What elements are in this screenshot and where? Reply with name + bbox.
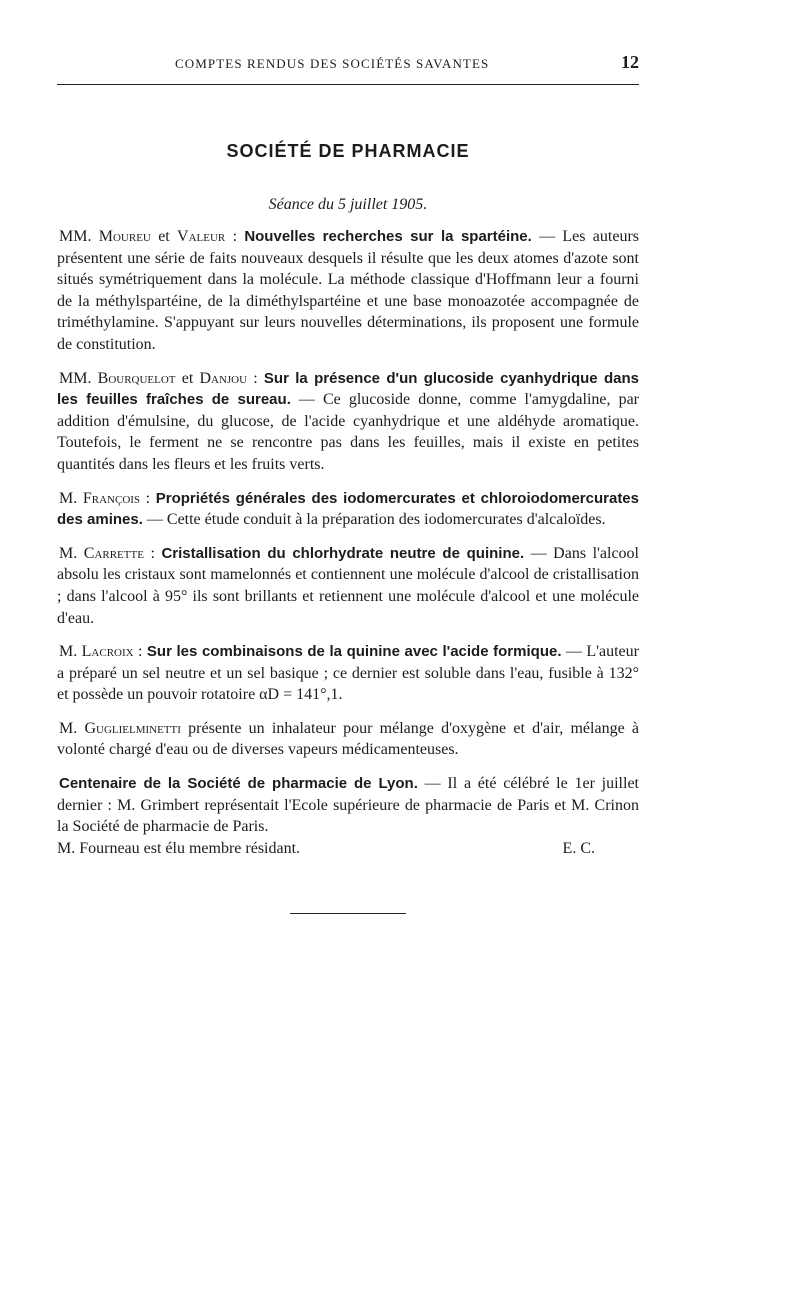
section-title: SOCIÉTÉ DE PHARMACIE bbox=[226, 141, 470, 161]
entry-heading: Nouvelles recherches sur la spartéine. bbox=[244, 228, 532, 245]
signature: E. C. bbox=[562, 839, 595, 857]
author-name: Danjou bbox=[199, 369, 248, 387]
entry-bourquelot-danjou: MM. Bourquelot et Danjou : Sur la présence d'un glucoside cyanhydrique dans les feuilles fraîches de sureau. — Ce glucoside donne, comme l'amygdaline, par addition d'émulsine, du glucose, de l'acide cyanhydrique et une aldéhyde aromatique. Toutefois, le ferment ne se rencontre pas dans les feuilles, mais il existe en petites quantités dans les fleurs et les fruits verts. bbox=[57, 369, 640, 473]
running-title: COMPTES RENDUS DES SOCIÉTÉS SAVANTES bbox=[175, 56, 490, 71]
entry-body: présente un inhalateur pour mélange d'oxygène et d'air, mélange à volonté chargé d'eau ou de diverses vapeurs médicamenteuses. bbox=[57, 719, 639, 759]
author-name: Moureu bbox=[98, 228, 151, 245]
entry-francois: M. François : Propriétés générales des iodomercurates et chloroiodomercurates des amines. — Cette étude conduit à la préparation des iodomercurates d'alcaloïdes. bbox=[57, 489, 639, 529]
author-name: François bbox=[82, 489, 141, 507]
entry-body: — Ce glucoside donne, comme l'amygdaline, par addition d'émulsine, du glucose, de l'acide cyanhydrique et une aldéhyde aromatique. Toutefois, le ferment ne se rencontre pas dans les feuilles, mais il existe en petites quantités dans les fleurs et les fruits verts. bbox=[57, 391, 639, 473]
entry-body: — Cette étude conduit à la préparation des iodomercurates d'alcaloïdes. bbox=[142, 511, 606, 529]
closing-text: M. Fourneau est élu membre résidant. bbox=[57, 839, 301, 857]
author-name: Guglielminetti bbox=[84, 719, 181, 737]
entry-carrette: M. Carrette : Cristallisation du chlorhydrate neutre de quinine. — Dans l'alcool absolu les cristaux sont mamelonnés et contiennent une molécule d'alcool de cristallisation ; dans l'alcool à 95° ils sont brillants et retiennent une molécule d'alcool et une molécule d'eau. bbox=[57, 544, 640, 627]
page bbox=[57, 52, 639, 914]
entry-centenaire bbox=[57, 773, 639, 838]
entries bbox=[57, 226, 639, 859]
entry-heading: Sur la présence d'un glucoside cyanhydrique dans les feuilles fraîches de sureau. bbox=[57, 369, 640, 409]
header-rule bbox=[57, 84, 639, 85]
entry-body: — Dans l'alcool absolu les cristaux sont mamelonnés et contiennent une molécule d'alcool de cristallisation ; dans l'alcool à 95° ils sont brillants et retiennent une molécule d'alcool et une molécule d'eau. bbox=[57, 544, 640, 627]
entry-body: — Les auteurs présentent une série de faits nouveaux desquels il résulte que les deux atomes d'azote sont situés symétriquement dans la molécule. La méthode classique d'Hoffmann leur a fourni de la méthylspartéine, de la diméthylspartéine et une base monoazotée accompagnée de triméthylamine. S'appuyant sur leurs nouvelles déterminations, ils proposent une formule de constitution. bbox=[57, 228, 640, 353]
entry-heading: Centenaire de la Société de pharmacie de Lyon. bbox=[59, 775, 418, 793]
closing-line bbox=[57, 838, 639, 860]
session-date: Séance du 5 juillet 1905. bbox=[268, 196, 428, 213]
entry-heading: Propriétés générales des iodomercurates et chloroiodomercurates des amines. bbox=[57, 489, 639, 529]
author-name: Bourquelot bbox=[97, 369, 176, 387]
running-head bbox=[57, 52, 639, 76]
entry-lacroix: M. Lacroix : Sur les combinaisons de la quinine avec l'acide formique. — L'auteur a préparé un sel neutre et un sel basique ; ce dernier est soluble dans l'eau, fusible à 132° et possède un pouvoir rotatoire αD = 141°,1. bbox=[57, 643, 639, 704]
entry-heading: Cristallisation du chlorhydrate neutre de quinine. bbox=[161, 544, 525, 562]
entry-body: — L'auteur a préparé un sel neutre et un sel basique ; ce dernier est soluble dans l'eau, fusible à 132° et possède un pouvoir rotatoire αD = 141°,1. bbox=[57, 643, 639, 704]
entry-moureu-valeur: MM. Moureu et Valeur : Nouvelles recherches sur la spartéine. — Les auteurs présentent une série de faits nouveaux desquels il résulte que les deux atomes d'azote sont situés symétriquement dans la molécule. La méthode classique d'Hoffmann leur a fourni de la méthylspartéine, de la diméthylspartéine et une base monoazotée accompagnée de triméthylamine. S'appuyant sur leurs nouvelles déterminations, ils proposent une formule de constitution. bbox=[57, 228, 640, 353]
author-name: Carrette bbox=[83, 544, 144, 562]
author-name: Valeur bbox=[177, 228, 226, 245]
page-number: 12 bbox=[621, 52, 639, 72]
author-name: Lacroix bbox=[81, 643, 134, 661]
entry-body: — Il a été célébré le 1er juillet dernier : M. Grimbert représentait l'Ecole supérieure de pharmacie de Paris et M. Crinon la Société de pharmacie de Paris. bbox=[57, 775, 639, 836]
entry-guglielminetti: M. Guglielminetti présente un inhalateur pour mélange d'oxygène et d'air, mélange à volonté chargé d'eau ou de diverses vapeurs médicamenteuses. bbox=[57, 719, 639, 759]
end-rule bbox=[290, 913, 406, 914]
entry-heading: Sur les combinaisons de la quinine avec l'acide formique. bbox=[146, 643, 562, 661]
